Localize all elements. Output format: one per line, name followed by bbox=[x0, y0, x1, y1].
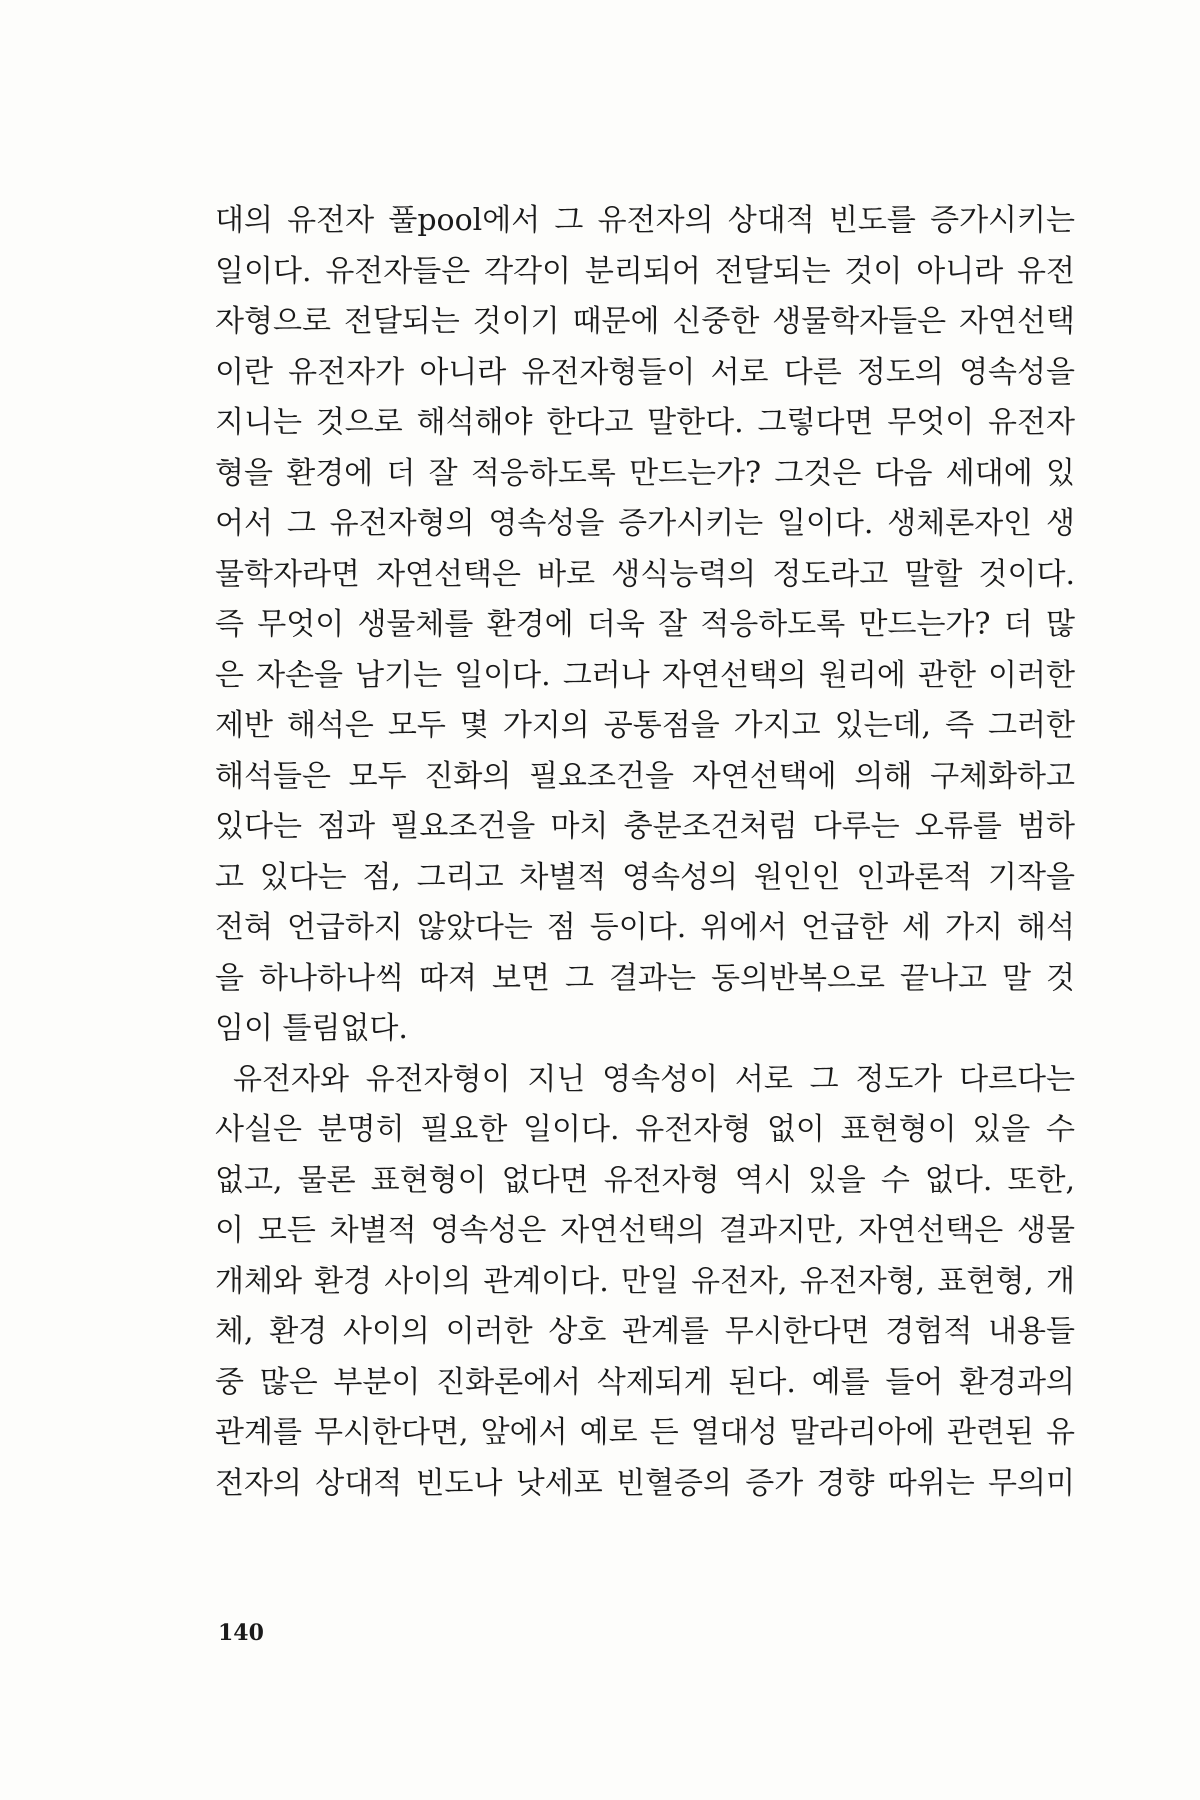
text-line: 지니는 것으로 해석해야 한다고 말한다. 그렇다면 무엇이 유전자 bbox=[215, 405, 1075, 440]
body-text bbox=[215, 196, 1075, 1509]
text-line: 이란 유전자가 아니라 유전자형들이 서로 다른 정도의 영속성을 bbox=[215, 354, 1075, 390]
text-line: 있다는 점과 필요조건을 마치 충분조건처럼 다루는 오류를 범하 bbox=[215, 809, 1075, 844]
text-line: 관계를 무시한다면, 앞에서 예로 든 열대성 말라리아에 관련된 유 bbox=[215, 1415, 1075, 1450]
text-line: 어서 그 유전자형의 영속성을 증가시키는 일이다. 생체론자인 생 bbox=[215, 506, 1075, 541]
text-line: 대의 유전자 풀pool에서 그 유전자의 상대적 빈도를 증가시키는 bbox=[215, 203, 1075, 238]
text-line: 체, 환경 사이의 이러한 상호 관계를 무시한다면 경험적 내용들 bbox=[215, 1314, 1075, 1349]
text-line: 중 많은 부분이 진화론에서 삭제되게 된다. 예를 들어 환경과의 bbox=[215, 1364, 1075, 1400]
text-line: 은 자손을 남기는 일이다. 그러나 자연선택의 원리에 관한 이러한 bbox=[215, 657, 1075, 693]
text-line: 해석들은 모두 진화의 필요조건을 자연선택에 의해 구체화하고 bbox=[215, 758, 1075, 794]
page-number: 140 bbox=[218, 1620, 264, 1646]
paragraph-1 bbox=[215, 196, 1075, 1055]
text-line: 을 하나하나씩 따져 보면 그 결과는 동의반복으로 끝나고 말 것 bbox=[215, 960, 1075, 996]
text-line: 사실은 분명히 필요한 일이다. 유전자형 없이 표현형이 있을 수 bbox=[215, 1112, 1075, 1147]
text-line: 유전자와 유전자형이 지닌 영속성이 서로 그 정도가 다르다는 bbox=[233, 1061, 1075, 1097]
text-line: 일이다. 유전자들은 각각이 분리되어 전달되는 것이 아니라 유전 bbox=[215, 253, 1075, 289]
text-line: 형을 환경에 더 잘 적응하도록 만드는가? 그것은 다음 세대에 있 bbox=[215, 455, 1075, 491]
text-line: 개체와 환경 사이의 관계이다. 만일 유전자, 유전자형, 표현형, 개 bbox=[215, 1263, 1075, 1299]
text-line: 자형으로 전달되는 것이기 때문에 신중한 생물학자들은 자연선택 bbox=[215, 304, 1075, 339]
paragraph-2 bbox=[215, 1055, 1075, 1510]
text-line: 전자의 상대적 빈도나 낫세포 빈혈증의 증가 경향 따위는 무의미 bbox=[215, 1465, 1075, 1501]
text-line: 즉 무엇이 생물체를 환경에 더욱 잘 적응하도록 만드는가? 더 많 bbox=[215, 607, 1075, 642]
text-line: 고 있다는 점, 그리고 차별적 영속성의 원인인 인과론적 기작을 bbox=[215, 859, 1075, 895]
text-line: 전혀 언급하지 않았다는 점 등이다. 위에서 언급한 세 가지 해석 bbox=[215, 910, 1075, 945]
text-line: 없고, 물론 표현형이 없다면 유전자형 역시 있을 수 없다. 또한, bbox=[215, 1162, 1075, 1198]
text-line: 제반 해석은 모두 몇 가지의 공통점을 가지고 있는데, 즉 그러한 bbox=[215, 708, 1075, 743]
text-line: 임이 틀림없다. bbox=[215, 1011, 408, 1046]
text-line: 물학자라면 자연선택은 바로 생식능력의 정도라고 말할 것이다. bbox=[215, 556, 1075, 592]
text-line: 이 모든 차별적 영속성은 자연선택의 결과지만, 자연선택은 생물 bbox=[215, 1213, 1075, 1248]
